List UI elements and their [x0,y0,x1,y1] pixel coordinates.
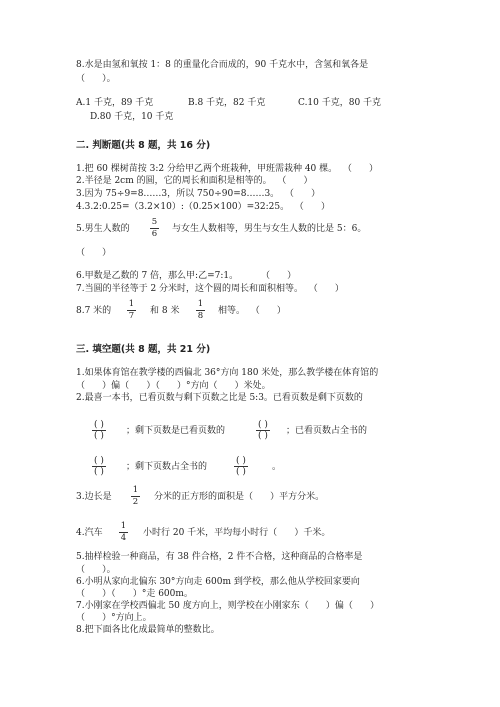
section2-heading: 二. 判断题(共 8 题，共 16 分) [76,140,211,151]
s3-q2-blank-fraction-2 [256,420,270,441]
fraction-denominator: 4 [120,533,127,543]
s3-q8-line: 8.把下面各比化成最简单的整数比。 [76,625,220,635]
s3-q2-line1: 2.最喜一本书，已看页数与剩下页数之比是 5:3。已看页数是剩下页数的 [76,393,363,403]
s3-q3-fraction [131,486,140,507]
s2-item-1: 1.把 60 棵树苗按 3:2 分给甲乙两个班栽种，甲班需栽种 40 棵。 （ ） [76,164,379,174]
q8-option-d: D.80 千克，10 千克 [90,112,174,122]
s2-q5-blank: （ ） [76,248,112,258]
q8-option-a: A.1 千克，89 千克 [76,98,154,108]
q8-option-c: C.10 千克，80 千克 [298,98,382,108]
fraction-numerator: 1 [197,299,204,309]
q8-text-line1: 8.水是由氢和氧按 1：8 的重量化合而成的，90 千克水中，含氢和氧各是 [76,60,369,70]
fraction-numerator: ( ) [258,420,268,430]
s2-item-6: 6.甲数是乙数的 7 倍，那么甲:乙=7:1。 （ ） [76,271,297,281]
s3-q2-blank-fraction-4 [234,456,248,477]
fraction-denominator: 6 [151,229,158,239]
s3-q2-blank-fraction-1 [92,420,106,441]
fraction-numerator: 1 [132,485,139,495]
s2-q5-fraction [150,218,159,239]
s3-q1-line1: 1.如果体育馆在教学楼的西偏北 36°方向 180 米处，那么教学楼在体育馆的 [76,368,379,378]
s3-q2-row2-text-b: 。 [272,462,282,472]
s3-q6-line2: （ ）（ ）°走 600m。 [76,589,193,599]
s3-q1-line2: （ ）偏（ ）（ ）°方向（ ）米处。 [76,381,271,391]
s3-q2-row1-text-a: ；剩下页数是已看页数的 [126,426,226,436]
q8-option-b: B.8 千克，82 千克 [188,98,266,108]
fraction-denominator: ( ) [258,431,268,441]
s3-q5-line1: 5.抽样检验一种商品，有 38 件合格，2 件不合格，这种商品的合格率是 [76,552,363,562]
fraction-denominator: 7 [128,311,135,321]
s2-q5-text-a: 5.男生人数的 [76,224,130,234]
s3-q2-row2-text-a: ；剩下页数占全书的 [126,462,208,472]
s3-q3-text-b: 分米的正方形的面积是（ ）平方分米。 [154,492,325,502]
fraction-numerator: 5 [151,217,158,227]
s3-q2-blank-fraction-3 [92,456,106,477]
s3-q7-line2: （ ）°方向上。 [76,613,152,623]
s2-item-2: 2.半径是 2cm 的圆，它的周长和面积是相等的。 （ ） [76,176,313,186]
s2-q8-fraction-1 [127,300,136,321]
fraction-numerator: 1 [128,299,135,309]
q8-text-line2: （ ）。 [76,74,116,84]
s3-q5-line2: （ ）。 [76,565,116,575]
fraction-numerator: ( ) [94,456,104,466]
fraction-numerator: 1 [120,521,127,531]
s2-q8-text-b: 和 8 米 [150,306,180,316]
fraction-numerator: ( ) [94,420,104,430]
fraction-denominator: 8 [197,311,204,321]
section3-heading: 三. 填空题(共 8 题，共 21 分) [76,344,211,355]
fraction-denominator: ( ) [94,467,104,477]
fraction-denominator: ( ) [236,467,246,477]
fraction-denominator: 2 [132,497,139,507]
s2-item-7: 7.当圆的半径等于 2 分米时，这个圆的周长和面积相等。 （ ） [76,284,344,294]
s2-q8-text-a: 8.7 米的 [76,306,112,316]
s3-q7-line1: 7.小刚家在学校西偏北 50 度方向上，则学校在小刚家东（ ）偏（ ） [76,601,380,611]
s3-q3-text-a: 3.边长是 [76,492,112,502]
s3-q4-text-a: 4.汽车 [76,528,103,538]
s3-q4-text-b: 小时行 20 千米，平均每小时行（ ）千米。 [143,528,331,538]
s3-q6-line1: 6.小明从家向北偏东 30°方向走 600m 到学校，那么他从学校回家要向 [76,577,360,587]
s3-q4-fraction [119,522,128,543]
s2-q8-fraction-2 [196,300,205,321]
s2-q8-text-c: 相等。 （ ） [218,306,286,316]
s2-item-4: 4.3.2:0.25=（3.2×10）:（0.25×100）=32:25。 （ ） [76,202,330,212]
s2-q5-text-b: 与女生人数相等，男生与女生人数的比是 5：6。 [172,224,367,234]
fraction-denominator: ( ) [94,431,104,441]
s2-item-3: 3.因为 75÷9=8……3，所以 750÷90=8……3。 （ ） [76,189,321,199]
s3-q2-row1-text-b: ；已看页数占全书的 [286,426,368,436]
fraction-numerator: ( ) [236,456,246,466]
